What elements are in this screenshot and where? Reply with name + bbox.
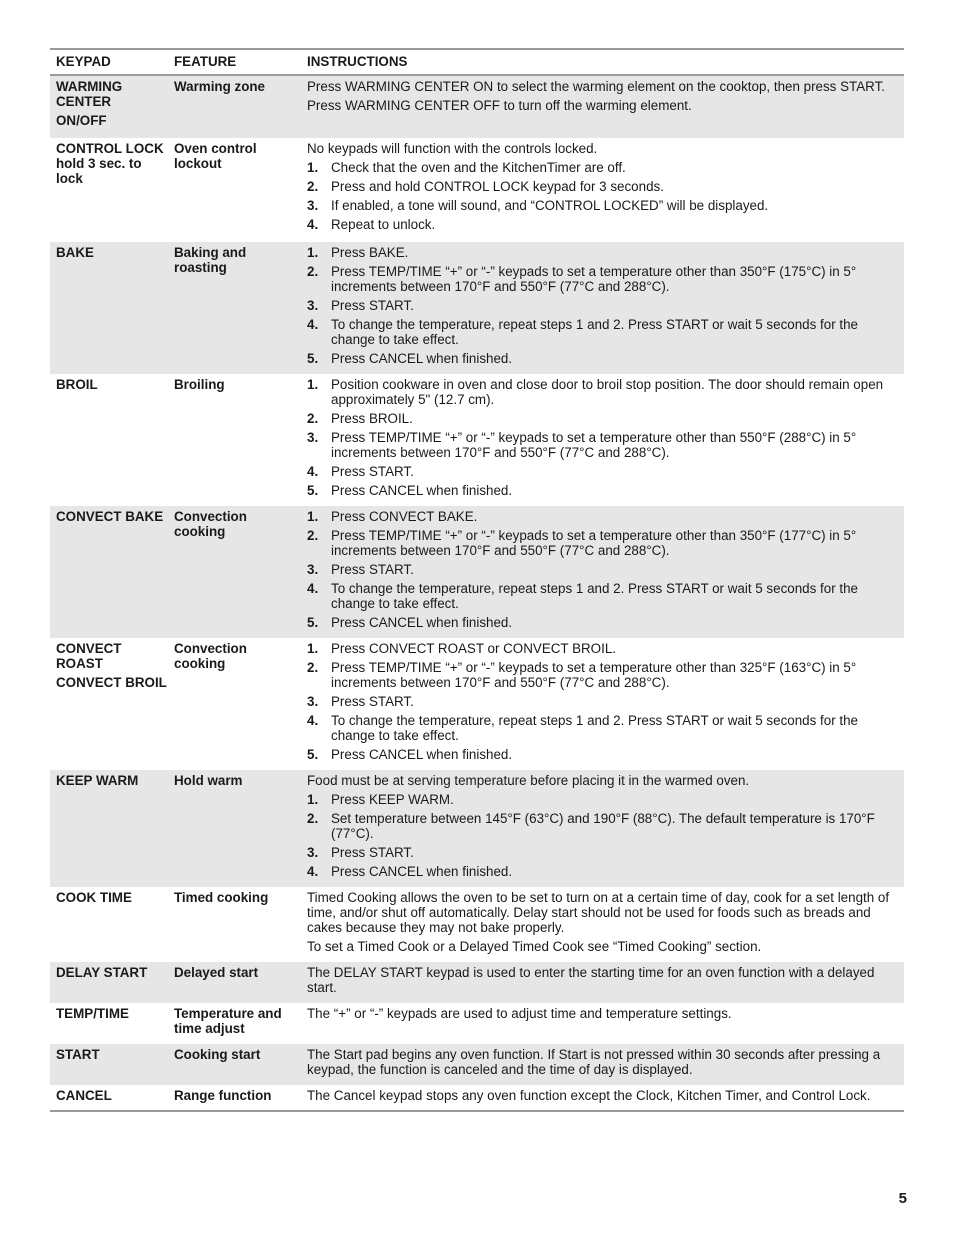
instructions-cell: [301, 891, 904, 956]
step-text: Press BAKE.: [331, 245, 409, 260]
instruction-paragraph: The Cancel keypad stops any oven function except the Clock, Kitchen Timer, and Control Lock.: [307, 1088, 871, 1103]
instruction-step: [307, 465, 900, 480]
instruction-step: [307, 642, 900, 657]
step-number: 2.: [307, 410, 319, 426]
feature-cell: Broiling: [174, 377, 225, 392]
keypad-cell: [50, 891, 168, 956]
keypad-name: TEMP/TIME: [56, 1006, 129, 1021]
step-text: Press START.: [331, 844, 414, 860]
feature-cell: Temperature and time adjust: [174, 1006, 282, 1036]
step-number: 3.: [307, 297, 319, 313]
instructions-cell: [301, 510, 904, 632]
instruction-step: [307, 582, 900, 612]
step-number: 2.: [307, 810, 319, 826]
step-number: 3.: [307, 844, 319, 860]
step-number: 4.: [307, 863, 319, 879]
step-text: Press START.: [331, 297, 414, 313]
keypad-name: KEEP WARM: [56, 773, 139, 788]
feature-cell: Cooking start: [174, 1047, 261, 1062]
feature-cell: Oven control lockout: [174, 141, 257, 171]
instruction-step: [307, 846, 900, 861]
step-number: 2.: [307, 178, 319, 194]
instruction-step: [307, 793, 900, 808]
step-text: Press CANCEL when finished.: [331, 350, 513, 366]
step-number: 4.: [307, 316, 319, 332]
step-number: 1.: [307, 791, 319, 807]
step-number: 4.: [307, 712, 319, 728]
instruction-paragraph: The “+” or “-” keypads are used to adjust time and temperature settings.: [307, 1006, 732, 1021]
step-text: If enabled, a tone will sound, and “CONTROL LOCKED” will be displayed.: [331, 197, 769, 213]
step-number: 3.: [307, 197, 319, 213]
header-feature: FEATURE: [174, 54, 237, 69]
step-number: 2.: [307, 527, 319, 543]
keypad-name: BAKE: [56, 245, 94, 260]
step-text: Press TEMP/TIME “+” or “-” keypads to set a temperature other than 550°F (288°C) in 5° increments between 170°F and 550°F (77°C and 288°C).: [331, 429, 857, 460]
keypad-cell: [50, 510, 168, 632]
instructions-cell: [301, 246, 904, 368]
step-text: Press TEMP/TIME “+” or “-” keypads to set a temperature other than 350°F (177°C) in 5° increments between 170°F and 550°F (77°C and 288°C).: [331, 527, 857, 558]
instruction-step: [307, 529, 900, 559]
step-text: Press CANCEL when finished.: [331, 746, 513, 762]
instruction-step: [307, 299, 900, 314]
header-instructions: INSTRUCTIONS: [307, 54, 408, 69]
keypad-cell: [50, 142, 168, 236]
instructions-cell: [301, 1089, 904, 1104]
instruction-paragraph: To set a Timed Cook or a Delayed Timed Cook see “Timed Cooking” section.: [307, 938, 762, 954]
keypad-name: ON/OFF: [56, 112, 107, 128]
table-row: [50, 1085, 904, 1110]
keypad-cell: [50, 1007, 168, 1038]
keypad-name: CONTROL LOCK hold 3 sec. to lock: [56, 141, 164, 186]
keypad-cell: [50, 80, 168, 132]
table-row: [50, 770, 904, 887]
table-row: [50, 242, 904, 374]
step-text: Press START.: [331, 693, 414, 709]
keypad-cell: [50, 774, 168, 881]
step-number: 1.: [307, 159, 319, 175]
step-text: Press CANCEL when finished.: [331, 482, 513, 498]
step-text: Press START.: [331, 561, 414, 577]
step-text: Press TEMP/TIME “+” or “-” keypads to set a temperature other than 350°F (175°C) in 5° increments between 170°F and 550°F (77°C and 288°C).: [331, 263, 857, 294]
feature-cell: Warming zone: [174, 79, 266, 94]
table-row: [50, 638, 904, 770]
feature-cell: Convection cooking: [174, 641, 247, 671]
instruction-step: [307, 563, 900, 578]
instruction-paragraph: Food must be at serving temperature before placing it in the warmed oven.: [307, 773, 750, 788]
instructions-cell: [301, 774, 904, 881]
step-number: 1.: [307, 377, 319, 392]
step-number: 4.: [307, 580, 319, 596]
instruction-step: [307, 246, 900, 261]
instruction-paragraph: The Start pad begins any oven function. If Start is not pressed within 30 seconds after pressing a keypad, the function is canceled and the time of day is displayed.: [307, 1047, 881, 1077]
step-text: Check that the oven and the KitchenTimer are off.: [331, 159, 626, 175]
step-text: Press CANCEL when finished.: [331, 614, 513, 630]
instruction-step: [307, 431, 900, 461]
step-text: Press TEMP/TIME “+” or “-” keypads to set a temperature other than 325°F (163°C) in 5° increments between 170°F and 550°F (77°C and 288°C).: [331, 659, 857, 690]
step-text: Press and hold CONTROL LOCK keypad for 3 seconds.: [331, 178, 664, 194]
step-text: To change the temperature, repeat steps 1 and 2. Press START or wait 5 seconds for the change to take effect.: [331, 580, 858, 611]
instructions-cell: [301, 1007, 904, 1038]
keypad-function-table: [50, 48, 904, 1112]
table-row: [50, 76, 904, 138]
instruction-step: [307, 714, 900, 744]
feature-cell: Timed cooking: [174, 890, 269, 905]
feature-cell: Hold warm: [174, 773, 243, 788]
step-text: Press KEEP WARM.: [331, 791, 454, 807]
step-text: Press CONVECT BAKE.: [331, 509, 478, 524]
instruction-paragraph: No keypads will function with the controls locked.: [307, 141, 598, 156]
step-text: Press CANCEL when finished.: [331, 863, 513, 879]
instruction-step: [307, 865, 900, 880]
page-number: 5: [898, 1190, 907, 1207]
instruction-step: [307, 661, 900, 691]
step-number: 3.: [307, 693, 319, 709]
feature-cell: Delayed start: [174, 965, 259, 980]
keypad-cell: [50, 378, 168, 500]
keypad-cell: [50, 246, 168, 368]
feature-cell: Baking and roasting: [174, 245, 247, 275]
step-number: 5.: [307, 482, 319, 498]
keypad-name: COOK TIME: [56, 890, 132, 905]
keypad-name: CONVECT ROAST: [56, 641, 122, 671]
step-number: 1.: [307, 245, 319, 260]
table-header: [50, 50, 904, 76]
keypad-name: BROIL: [56, 377, 98, 392]
step-number: 2.: [307, 659, 319, 675]
keypad-cell: [50, 966, 168, 997]
instruction-step: [307, 378, 900, 408]
step-number: 4.: [307, 463, 319, 479]
keypad-name: CANCEL: [56, 1088, 112, 1103]
step-number: 5.: [307, 746, 319, 762]
table-row: [50, 138, 904, 242]
instructions-cell: [301, 378, 904, 500]
step-number: 5.: [307, 614, 319, 630]
step-number: 3.: [307, 429, 319, 445]
step-text: Repeat to unlock.: [331, 216, 436, 232]
instructions-cell: [301, 966, 904, 997]
keypad-name: START: [56, 1047, 100, 1062]
instructions-cell: [301, 1048, 904, 1079]
step-text: Press START.: [331, 463, 414, 479]
instruction-step: [307, 318, 900, 348]
instructions-cell: [301, 142, 904, 236]
step-text: To change the temperature, repeat steps 1 and 2. Press START or wait 5 seconds for the change to take effect.: [331, 316, 858, 347]
step-number: 1.: [307, 641, 319, 656]
step-text: Press BROIL.: [331, 410, 413, 426]
table-row: [50, 1044, 904, 1085]
step-text: Set temperature between 145°F (63°C) and 190°F (88°C). The default temperature is 170°F (77°C).: [331, 810, 875, 841]
feature-cell: Range function: [174, 1088, 272, 1103]
step-number: 2.: [307, 263, 319, 279]
instruction-step: [307, 695, 900, 710]
step-number: 3.: [307, 561, 319, 577]
table-row: [50, 506, 904, 638]
instructions-cell: [301, 80, 904, 132]
keypad-name: CONVECT BROIL: [56, 674, 167, 690]
instruction-step: [307, 265, 900, 295]
instructions-cell: [301, 642, 904, 764]
step-number: 4.: [307, 216, 319, 232]
instruction-paragraph: Press WARMING CENTER ON to select the warming element on the cooktop, then press START.: [307, 79, 885, 94]
instruction-step: [307, 510, 900, 525]
keypad-name: CONVECT BAKE: [56, 509, 164, 524]
instruction-step: [307, 352, 900, 367]
instruction-step: [307, 812, 900, 842]
feature-cell: Convection cooking: [174, 509, 247, 539]
instruction-step: [307, 616, 900, 631]
instruction-step: [307, 412, 900, 427]
keypad-cell: [50, 1048, 168, 1079]
step-text: Position cookware in oven and close door to broil stop position. The door should remain open approximately 5" (12.7 cm).: [331, 377, 884, 407]
instruction-paragraph: Timed Cooking allows the oven to be set to turn on at a certain time of day, cook for a set length of time, and/or shut off automatically. Delay start should not be used for foods such as breads and cakes because they may not bake properly.: [307, 890, 890, 935]
table-body: [50, 76, 904, 1110]
step-text: Press CONVECT ROAST or CONVECT BROIL.: [331, 641, 616, 656]
keypad-cell: [50, 642, 168, 764]
table-row: [50, 962, 904, 1003]
table-row: [50, 374, 904, 506]
keypad-name: WARMING CENTER: [56, 79, 123, 109]
instruction-step: [307, 199, 900, 214]
instruction-paragraph: The DELAY START keypad is used to enter the starting time for an oven function with a delayed start.: [307, 965, 875, 995]
keypad-name: DELAY START: [56, 965, 148, 980]
step-number: 1.: [307, 509, 319, 524]
keypad-cell: [50, 1089, 168, 1104]
instruction-step: [307, 484, 900, 499]
step-text: To change the temperature, repeat steps 1 and 2. Press START or wait 5 seconds for the change to take effect.: [331, 712, 858, 743]
step-number: 5.: [307, 350, 319, 366]
instruction-step: [307, 180, 900, 195]
table-row: [50, 887, 904, 962]
instruction-step: [307, 748, 900, 763]
instruction-step: [307, 218, 900, 233]
instruction-paragraph: Press WARMING CENTER OFF to turn off the warming element.: [307, 97, 692, 113]
instruction-step: [307, 161, 900, 176]
table-row: [50, 1003, 904, 1044]
header-keypad: KEYPAD: [56, 54, 111, 69]
